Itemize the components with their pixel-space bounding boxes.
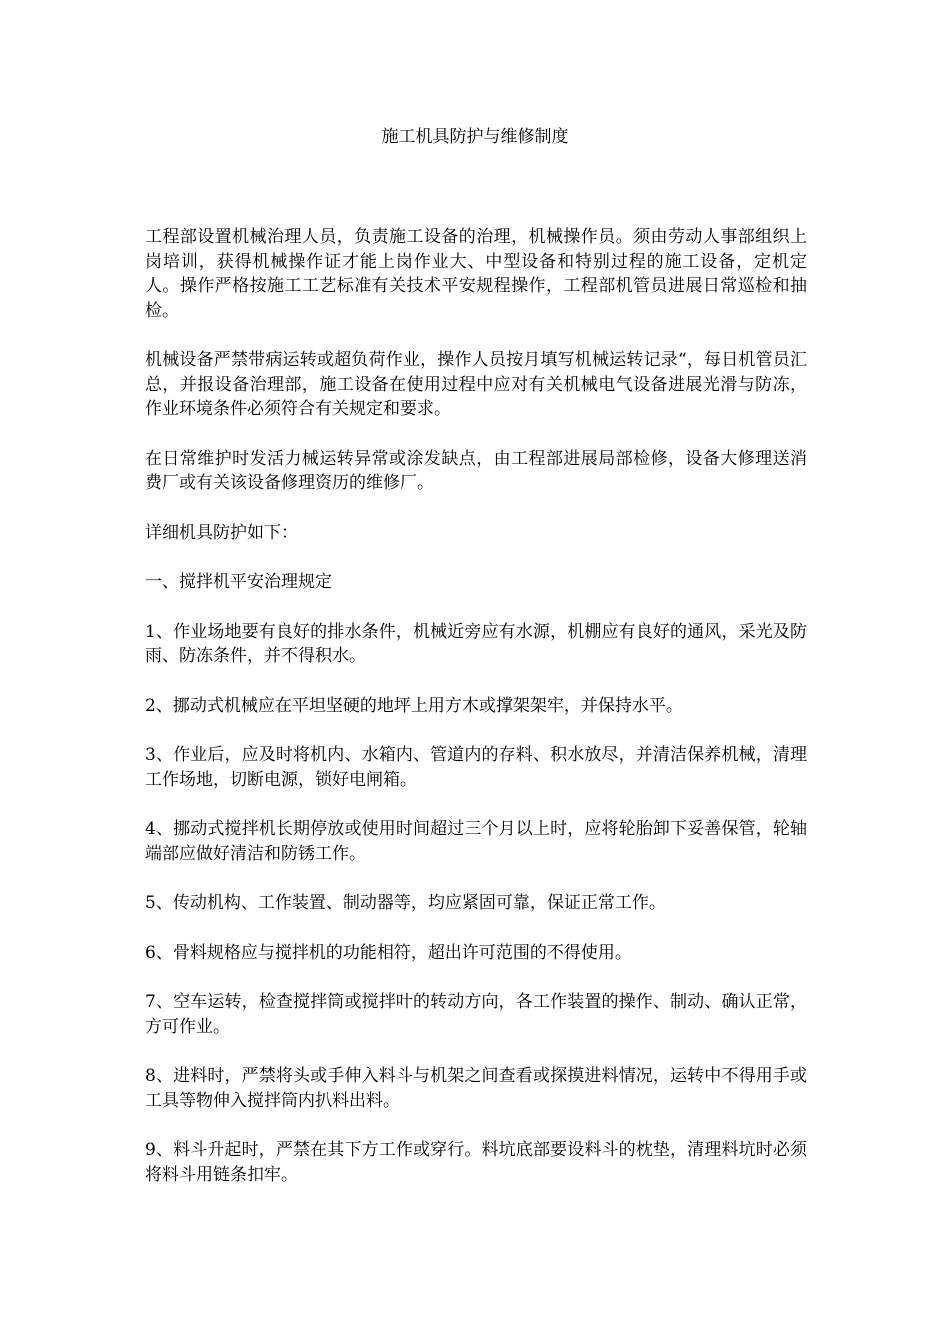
list-item-6: 6、骨料规格应与搅拌机的功能相符，超出许可范围的不得使用。 — [145, 942, 632, 963]
list-item-9: 9、料斗升起时，严禁在其下方工作或穿行。料坑底部要设料斗的枕垫，清理料坑时必须将料斗用链条扣牢。 — [145, 1140, 807, 1185]
paragraph-detail-heading: 详细机具防护如下： — [145, 522, 298, 543]
list-item-2: 2、挪动式机械应在平坦坚硬的地坪上用方木或撑架架牢，并保持水平。 — [145, 695, 683, 716]
list-item-4: 4、挪动式搅拌机长期停放或使用时间超过三个月以上时，应将轮胎卸下妥善保管，轮轴端部应做好清洁和防锈工作。 — [145, 819, 807, 864]
document-body — [145, 225, 807, 1212]
document-title: 施工机具防护与维修制度 — [381, 127, 569, 147]
list-item-7: 7、空车运转，检查搅拌筒或搅拌叶的转动方向，各工作装置的操作、制动、确认正常，方可作业。 — [145, 992, 807, 1037]
paragraph-intro-management: 工程部设置机械治理人员，负责施工设备的治理，机械操作员。须由劳动人事部组织上岗培训，获得机械操作证才能上岗作业大、中型设备和特别过程的施工设备，定机定人。操作严格按施工工艺标准有关技术平安规程操作，工程部机管员进展日常巡检和抽检。 — [145, 227, 807, 321]
paragraph-operation-records: 机械设备严禁带病运转或超负荷作业，操作人员按月填写机械运转记录“，每日机管员汇总，并报设备治理部，施工设备在使用过程中应对有关机械电气设备进展光滑与防冻，作业环境条件必须符合有关规定和要求。 — [145, 350, 807, 419]
list-item-1: 1、作业场地要有良好的排水条件，机械近旁应有水源，机棚应有良好的通风，采光及防雨、防冻条件，并不得积水。 — [145, 621, 807, 666]
list-item-5: 5、传动机构、工作装置、制动器等，均应紧固可靠，保证正常工作。 — [145, 893, 666, 913]
section-heading-mixer-safety: 一、搅拌机平安治理规定 — [145, 572, 332, 592]
paragraph-maintenance-repair: 在日常维护时发活力械运转异常或涂发缺点，由工程部进展局部检修，设备大修理送消费厂或有关该设备修理资历的维修厂。 — [145, 448, 807, 493]
list-item-8: 8、进料时，严禁将头或手伸入料斗与机架之间查看或探摸进料情况，运转中不得用手或工具等物伸入搅拌筒内扒料出料。 — [145, 1066, 807, 1111]
list-item-3: 3、作业后，应及时将机内、水箱内、管道内的存料、积水放尽，并清洁保养机械，清理工作场地，切断电源，锁好电闸箱。 — [145, 745, 807, 790]
